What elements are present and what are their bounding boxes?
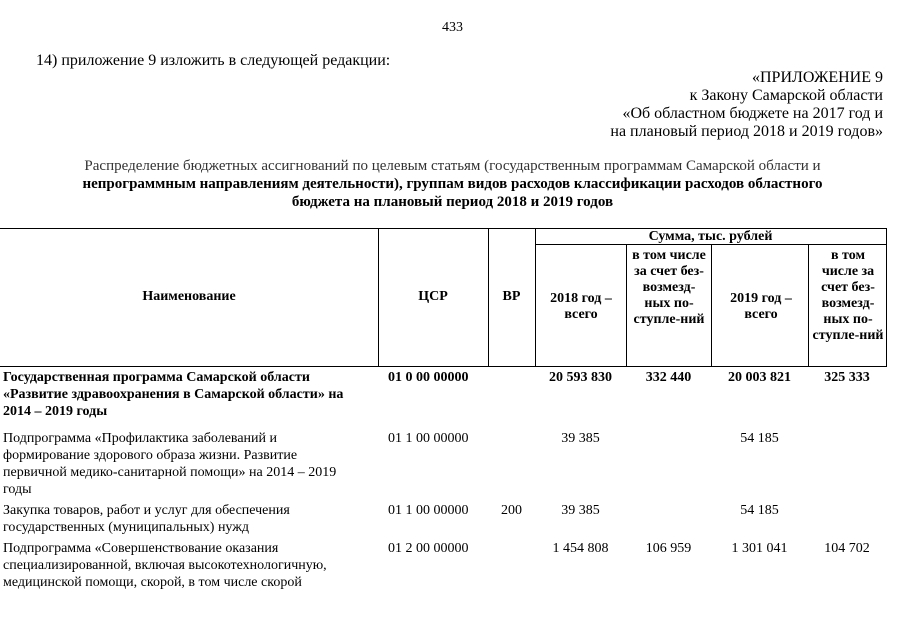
header-name: Наименование xyxy=(142,289,236,304)
header-bottom-border xyxy=(0,366,887,367)
page-number: 433 xyxy=(442,20,463,35)
row-2019-total: 1 301 041 xyxy=(731,541,788,556)
header-2019-total: 2019 год – всего xyxy=(730,291,792,322)
row-vr: 200 xyxy=(501,503,522,518)
table-row-name: Подпрограмма «Профилактика заболеваний и формирование здорового образа жизни. Развитие первичной медико-санитарной помощи» на 2014 – 2019 годы xyxy=(3,431,337,497)
appendix-line: на плановый период 2018 и 2019 годов» xyxy=(610,123,883,140)
title-line: Распределение бюджетных ассигнований по целевым статьям (государственным программам Самарской области и xyxy=(84,158,821,174)
row-2019-total: 54 185 xyxy=(740,431,779,446)
row-csr: 01 0 00 00000 xyxy=(388,370,469,385)
row-2018-total: 1 454 808 xyxy=(552,541,609,556)
header-csr: ЦСР xyxy=(418,289,448,304)
appendix-heading xyxy=(553,69,883,141)
table-row-name: Закупка товаров, работ и услуг для обеспечения государственных (муниципальных) нужд xyxy=(3,503,290,535)
appendix-line: к Закону Самарской области xyxy=(689,87,883,104)
row-2018-total: 20 593 830 xyxy=(549,370,612,385)
title-line: бюджета на плановый период 2018 и 2019 годов xyxy=(291,194,614,210)
column-divider xyxy=(626,244,627,366)
title-line: непрограммным направлениям деятельности), группам видов расходов классификации расходов областного xyxy=(82,176,823,192)
column-divider xyxy=(711,244,712,366)
header-sum-group: Сумма, тыс. рублей xyxy=(648,229,773,244)
row-2018-free: 106 959 xyxy=(645,541,692,556)
row-2019-free: 104 702 xyxy=(824,541,870,556)
header-2019-free: в том числе за счет без-возмезд-ных по-ступле-ний xyxy=(812,248,884,343)
row-2018-total: 39 385 xyxy=(561,503,600,518)
row-csr: 01 1 00 00000 xyxy=(388,431,469,446)
header-2018-total: 2018 год – всего xyxy=(550,291,612,322)
row-csr: 01 2 00 00000 xyxy=(388,541,469,556)
row-csr: 01 1 00 00000 xyxy=(388,503,469,518)
row-2018-free: 332 440 xyxy=(645,370,692,385)
row-2019-total: 20 003 821 xyxy=(728,370,791,385)
appendix-line: «ПРИЛОЖЕНИЕ 9 xyxy=(751,69,883,86)
amendment-instruction: 14) приложение 9 изложить в следующей редакции: xyxy=(36,52,391,69)
table-row-name: Государственная программа Самарской области «Развитие здравоохранения в Самарской области» на 2014 – 2019 годы xyxy=(3,370,344,419)
appendix-line: «Об областном бюджете на 2017 год и xyxy=(622,105,883,122)
column-divider xyxy=(808,244,809,366)
table-row-name: Подпрограмма «Совершенствование оказания специализированной, включая высокотехнологичную, медицинской помощи, скорой, в том числе скорой xyxy=(3,541,327,590)
document-title xyxy=(20,157,885,211)
header-2018-free: в том числе за счет без-возмезд-ных по-ступле-ний xyxy=(632,248,706,327)
row-2019-free: 325 333 xyxy=(824,370,870,385)
column-divider xyxy=(886,228,887,366)
row-2018-total: 39 385 xyxy=(561,431,600,446)
row-2019-total: 54 185 xyxy=(740,503,779,518)
header-vr: ВР xyxy=(502,289,521,304)
column-divider xyxy=(535,228,536,366)
